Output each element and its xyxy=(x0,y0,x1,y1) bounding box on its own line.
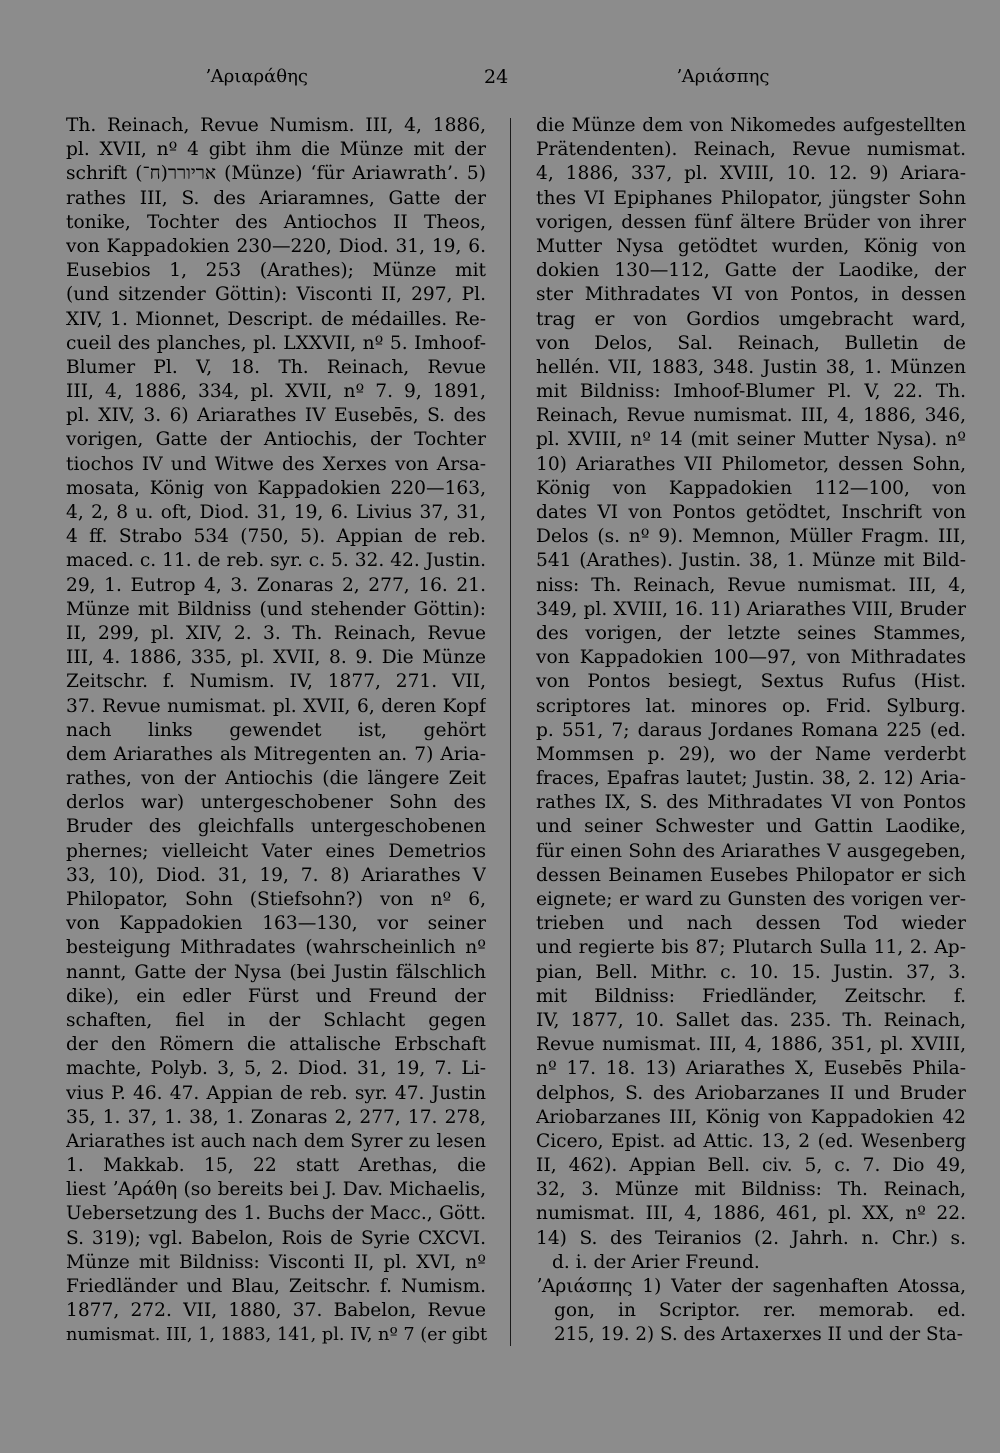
text-line: des vorigen, der letzte seines Stammes, xyxy=(536,622,966,644)
text-line: (und sitzender Göttin): Visconti II, 297, Pl. xyxy=(66,284,486,306)
text-line: 35, 1. 37, 1. 38, 1. Zonaras 2, 277, 17. 278, xyxy=(66,1106,486,1128)
text-line: dem Ariarathes als Mitregenten an. 7) Aria- xyxy=(66,743,486,765)
text-line: Mutter Nysa getödtet wurden, König von xyxy=(536,235,966,257)
text-line: rathes IX, S. des Mithradates VI von Pontos xyxy=(536,792,966,814)
text-line: der den Römern die attalische Erbschaft xyxy=(66,1034,486,1056)
text-line: 29, 1. Eutrop 4, 3. Zonaras 2, 277, 16. 21. xyxy=(66,574,486,596)
text-line: pian, Bell. Mithr. c. 10. 15. Justin. 37, 3. xyxy=(536,961,966,983)
text-line: thes VI Epiphanes Philopator, jüngster Sohn xyxy=(536,187,966,209)
text-line: trag er von Gordios umgebracht ward, xyxy=(536,308,966,330)
text-line: dates VI von Pontos getödtet, Inschrift von xyxy=(536,502,966,523)
text-line: die Münze dem von Nikomedes aufgestellten xyxy=(536,115,966,136)
text-line: 14) S. des Teiranios (2. Jahrh. n. Chr.) s. xyxy=(536,1227,966,1249)
text-line: maced. c. 11. de reb. syr. c. 5. 32. 42. Justin. xyxy=(66,550,486,572)
text-line: und regierte bis 87; Plutarch Sulla 11, 2. Ap- xyxy=(536,937,966,959)
text-line: trieben und nach dessen Tod wieder xyxy=(536,913,966,935)
text-line: p. 551, 7; daraus Jordanes Romana 225 (ed. xyxy=(536,719,966,741)
left-column xyxy=(66,114,486,1348)
text-line: Münze mit Bildniss: Visconti II, pl. XVI, nº xyxy=(66,1251,486,1273)
text-line: XIV, 1. Mionnet, Descript. de médailles. Re- xyxy=(66,308,486,330)
text-line: 33, 10), Diod. 31, 19, 7. 8) Ariarathes V xyxy=(66,864,486,886)
text-line: Blumer Pl. V, 18. Th. Reinach, Revue xyxy=(66,356,486,378)
text-line: phernes; vielleicht Vater eines Demetrios xyxy=(66,840,486,862)
text-line: II, 299, pl. XIV, 2. 3. Th. Reinach, Revue xyxy=(66,622,486,644)
text-line: mit Bildniss: Friedländer, Zeitschr. f. xyxy=(536,985,966,1007)
text-line: Ariobarzanes III, König von Kappadokien 42 xyxy=(536,1106,966,1128)
text-line: gon, in Scriptor. rer. memorab. ed. xyxy=(554,1300,966,1322)
text-line: eignete; er ward zu Gunsten des vorigen ver- xyxy=(536,889,966,910)
text-line: und seiner Schwester und Gattin Laodike, xyxy=(536,816,966,838)
text-line: fraces, Epafras lautet; Justin. 38, 2. 12) Aria- xyxy=(536,768,966,790)
text-line: Philopator, Sohn (Stiefsohn?) von nº 6, xyxy=(66,889,486,910)
running-head-right: ʼΑριάσπης xyxy=(676,66,770,87)
text-line: ster Mithradates VI von Pontos, in dessen xyxy=(536,284,966,306)
text-line: für einen Sohn des Ariarathes V ausgegeben, xyxy=(536,840,966,862)
text-line: tiochos IV und Witwe des Xerxes von Arsa- xyxy=(66,453,486,475)
text-line: pl. XVIII, nº 14 (mit seiner Mutter Nysa). nº xyxy=(536,429,966,451)
column-divider xyxy=(510,118,511,1346)
text-line: 349, pl. XVIII, 16. 11) Ariarathes VIII, Bruder xyxy=(536,598,966,620)
text-line: schaften, fiel in der Schlacht gegen xyxy=(66,1009,486,1031)
running-head-left: ʼΑριαράθης xyxy=(205,66,308,87)
text-line: hellén. VII, 1883, 348. Justin 38, 1. Münzen xyxy=(536,356,966,378)
text-line: Ariarathes ist auch nach dem Syrer zu lesen xyxy=(66,1130,486,1152)
text-line: vorigen, dessen fünf ältere Brüder von ihrer xyxy=(536,211,966,233)
text-line: Friedländer und Blau, Zeitschr. f. Numism. xyxy=(66,1276,486,1297)
text-line: Münze mit Bildniss (und stehender Göttin): xyxy=(66,598,486,620)
text-line: ʼΑριάσπης 1) Vater der sagenhaften Atossa, xyxy=(536,1276,966,1297)
text-line: III, 4. 1886, 335, pl. XVII, 8. 9. Die Münze xyxy=(66,647,486,669)
text-line: rathes III, S. des Ariaramnes, Gatte der xyxy=(66,187,486,209)
text-line: 37. Revue numismat. pl. XVII, 6, deren Kopf xyxy=(66,695,486,717)
text-line: pl. XIV, 3. 6) Ariarathes IV Eusebēs, S. des xyxy=(66,405,486,427)
text-line: Th. Reinach, Revue Numism. III, 4, 1886, xyxy=(66,115,486,136)
text-line: 1877, 272. VII, 1880, 37. Babelon, Revue xyxy=(66,1300,486,1322)
text-line: dokien 130—112, Gatte der Laodike, der xyxy=(536,260,966,282)
text-line: liest ʼΑράθη (so bereits bei J. Dav. Michaelis, xyxy=(66,1179,486,1201)
text-line: Delos (s. nº 9). Memnon, Müller Fragm. III, xyxy=(536,526,966,548)
text-line: 215, 19. 2) S. des Artaxerxes II und der Sta- xyxy=(554,1324,963,1346)
text-line: II, 462). Appian Bell. civ. 5, c. 7. Dio 49, xyxy=(536,1155,966,1177)
text-line: III, 4, 1886, 334, pl. XVII, nº 7. 9, 1891, xyxy=(66,381,486,403)
text-line: cueil des planches, pl. LXXVII, nº 5. Imhoof- xyxy=(66,332,486,354)
text-line: 1. Makkab. 15, 22 statt Arethas, die xyxy=(66,1155,486,1177)
page-header xyxy=(0,66,1000,96)
text-line: von Pontos besiegt, Sextus Rufus (Hist. xyxy=(536,671,966,693)
text-line: von Delos, Sal. Reinach, Bulletin de xyxy=(536,332,966,354)
text-line: Revue numismat. III, 4, 1886, 351, pl. XVIII, xyxy=(536,1034,966,1056)
text-line: Zeitschr. f. Numism. IV, 1877, 271. VII, xyxy=(66,671,486,693)
text-line: derlos war) untergeschobener Sohn des xyxy=(66,792,486,814)
text-line: rathes, von der Antiochis (die längere Zeit xyxy=(66,768,486,790)
text-line: von Kappadokien 230—220, Diod. 31, 19, 6. xyxy=(66,235,486,257)
text-line: besteigung Mithradates (wahrscheinlich nº xyxy=(66,937,486,959)
text-line: 10) Ariarathes VII Philometor, dessen Sohn, xyxy=(536,453,966,475)
text-line: vius P. 46. 47. Appian de reb. syr. 47. Justin xyxy=(66,1082,486,1104)
text-line: mosata, König von Kappadokien 220—163, xyxy=(66,477,486,499)
text-line: nº 17. 18. 13) Ariarathes X, Eusebēs Phila- xyxy=(536,1058,966,1080)
text-line: mit Bildniss: Imhoof-Blumer Pl. V, 22. Th. xyxy=(536,381,966,403)
text-line: vorigen, Gatte der Antiochis, der Tochter xyxy=(66,429,486,451)
text-line: numismat. III, 1, 1883, 141, pl. IV, nº 7 (er gibt xyxy=(66,1325,488,1346)
text-line: delphos, S. des Ariobarzanes II und Bruder xyxy=(536,1082,966,1104)
text-line: numismat. III, 4, 1886, 461, pl. XX, nº 22. xyxy=(536,1203,966,1225)
text-line: dessen Beinamen Eusebes Philopator er sich xyxy=(536,864,966,886)
page-number: 24 xyxy=(484,66,509,88)
text-line: nach links gewendet ist, gehört xyxy=(66,719,486,741)
text-line: niss: Th. Reinach, Revue numismat. III, 4, xyxy=(536,574,966,596)
text-line: scriptores lat. minores op. Frid. Sylburg. xyxy=(536,695,966,717)
text-line: von Kappadokien 100—97, von Mithradates xyxy=(536,647,966,669)
text-line: von Kappadokien 163—130, vor seiner xyxy=(66,913,486,935)
text-line: schrift (ח־)אריורר (Münze) ‘für Ariawrath’. 5) xyxy=(66,163,486,185)
text-line: 4, 2, 8 u. oft, Diod. 31, 19, 6. Livius 37, 31, xyxy=(66,502,486,523)
text-line: Cicero, Epist. ad Attic. 13, 2 (ed. Wesenberg xyxy=(536,1130,966,1152)
text-line: d. i. der Arier Freund. xyxy=(552,1251,760,1273)
text-line: pl. XVII, nº 4 gibt ihm die Münze mit der xyxy=(66,139,486,161)
text-line: Mommsen p. 29), wo der Name verderbt xyxy=(536,743,966,765)
text-line: Bruder des gleichfalls untergeschobenen xyxy=(66,816,486,838)
text-line: dike), ein edler Fürst und Freund der xyxy=(66,985,486,1007)
text-line: tonike, Tochter des Antiochos II Theos, xyxy=(66,211,486,233)
text-line: nannt, Gatte der Nysa (bei Justin fälschlich xyxy=(66,961,486,983)
text-line: 4 ff. Strabo 534 (750, 5). Appian de reb. xyxy=(66,526,486,548)
text-line: Prätendenten). Reinach, Revue numismat. xyxy=(536,139,966,161)
text-line: S. 319); vgl. Babelon, Rois de Syrie CXCVI. xyxy=(66,1227,486,1249)
text-line: Eusebios 1, 253 (Arathes); Münze mit xyxy=(66,260,486,282)
text-line: König von Kappadokien 112—100, von xyxy=(536,477,966,499)
text-line: 541 (Arathes). Justin. 38, 1. Münze mit Bild- xyxy=(536,550,966,572)
text-line: Uebersetzung des 1. Buchs der Macc., Gött. xyxy=(66,1203,486,1225)
text-line: 4, 1886, 337, pl. XVIII, 10. 12. 9) Ariara- xyxy=(536,163,966,185)
text-line: 32, 3. Münze mit Bildniss: Th. Reinach, xyxy=(536,1179,966,1201)
right-column xyxy=(536,114,966,1348)
text-line: machte, Polyb. 3, 5, 2. Diod. 31, 19, 7. Li- xyxy=(66,1058,486,1080)
text-line: IV, 1877, 10. Sallet das. 235. Th. Reinach, xyxy=(536,1009,966,1031)
text-line: Reinach, Revue numismat. III, 4, 1886, 346, xyxy=(536,405,966,427)
